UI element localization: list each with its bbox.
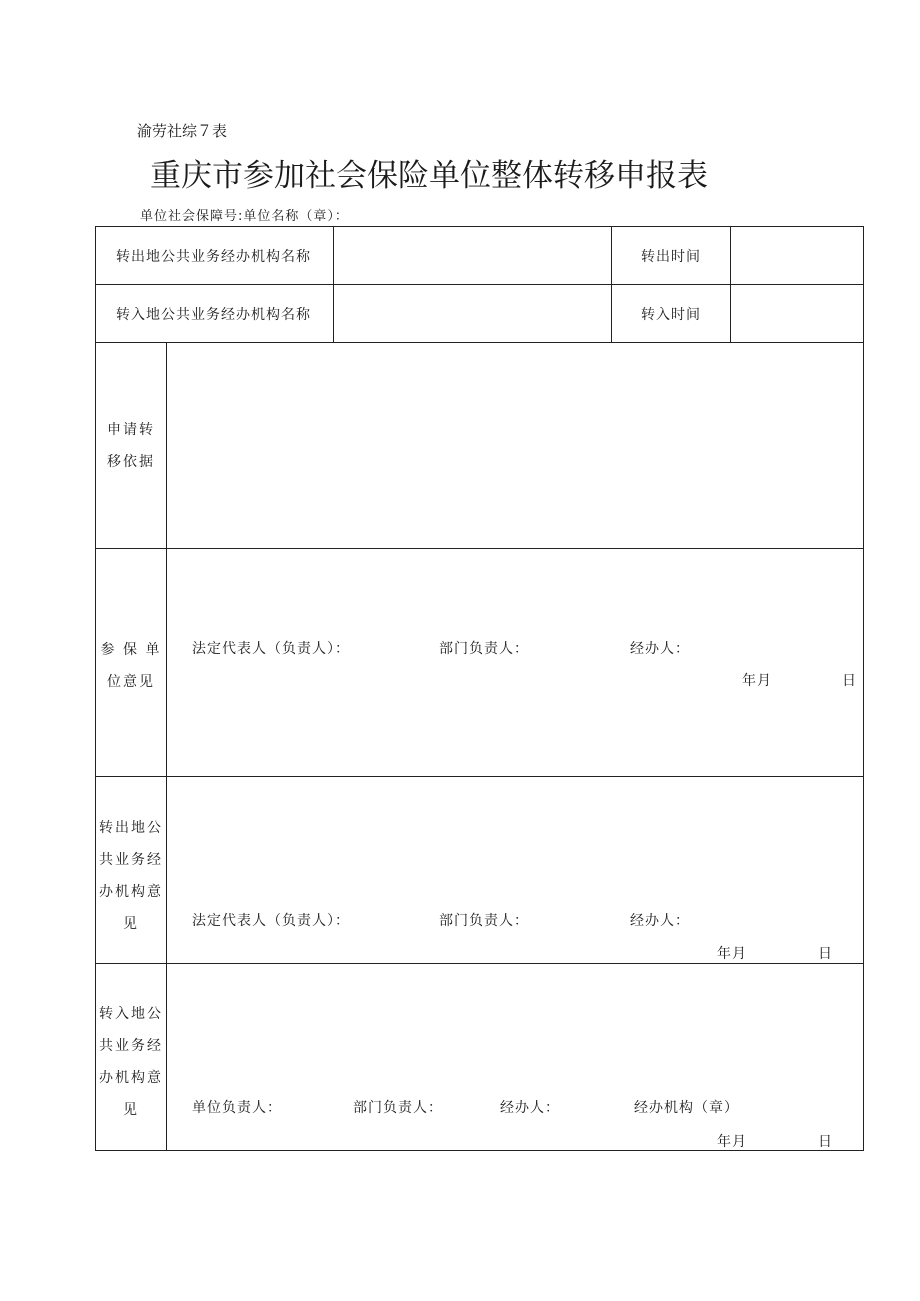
unit-head-label: 单位负责人：: [192, 1100, 282, 1116]
label-line: 申请转: [107, 422, 155, 438]
handler-label: 经办人：: [630, 641, 690, 657]
label-line: 共业务经: [99, 1038, 163, 1054]
transfer-basis-field[interactable]: [167, 343, 863, 548]
date-year-month: 年月: [717, 1134, 747, 1150]
transfer-out-time-field[interactable]: [731, 227, 863, 284]
label-line: 办机构意: [99, 1070, 163, 1086]
transfer-basis-label: [96, 414, 166, 478]
agency-seal-label: 经办机构（章）: [634, 1100, 739, 1116]
table-border-right: [863, 226, 864, 1151]
transfer-in-agency-label: 转入地公共业务经办机构名称: [116, 307, 311, 323]
handler-label: 经办人：: [630, 913, 690, 929]
date-year-month: 年月: [717, 946, 747, 962]
table-border-bottom: [95, 1150, 864, 1151]
label-line: 共业务经: [99, 852, 163, 868]
transfer-in-time-label: 转入时间: [641, 307, 701, 323]
out-agency-opinion-label: [96, 812, 166, 940]
transfer-out-agency-label: 转出地公共业务经办机构名称: [116, 249, 311, 265]
row-divider: [95, 963, 864, 964]
label-line: 见: [123, 1102, 139, 1118]
legal-rep-label: 法定代表人（负责人）：: [192, 913, 350, 929]
label-line: 见: [123, 916, 139, 932]
date-year-month: 年月: [742, 673, 772, 689]
dept-head-label: 部门负责人：: [439, 913, 529, 929]
transfer-out-agency-field[interactable]: [334, 227, 611, 284]
col-divider: [611, 226, 612, 342]
label-line: 位意见: [107, 674, 155, 690]
form-code: 渝劳社综７表: [137, 122, 228, 140]
in-agency-opinion-label: [96, 998, 166, 1126]
transfer-in-agency-field[interactable]: [334, 285, 611, 342]
date-day: 日: [842, 673, 857, 689]
dept-head-label: 部门负责人：: [439, 641, 529, 657]
label-line: 办机构意: [99, 884, 163, 900]
label-line: 参 保 单: [100, 642, 162, 658]
legal-rep-label: 法定代表人（负责人）：: [192, 641, 350, 657]
dept-head-label: 部门负责人：: [353, 1100, 443, 1116]
label-line: 转入地公: [99, 1006, 163, 1022]
row-divider: [95, 548, 864, 549]
unit-opinion-label: [96, 634, 166, 698]
label-line: 转出地公: [99, 820, 163, 836]
date-day: 日: [818, 1134, 833, 1150]
transfer-in-time-field[interactable]: [731, 285, 863, 342]
label-line: 移依据: [107, 454, 155, 470]
date-day: 日: [818, 946, 833, 962]
page-title: 重庆市参加社会保险单位整体转移申报表: [150, 158, 708, 194]
transfer-out-time-label: 转出时间: [641, 249, 701, 265]
row-divider: [95, 776, 864, 777]
handler-label: 经办人：: [500, 1100, 560, 1116]
unit-info-line: 单位社会保障号:单位名称（章）：: [140, 209, 349, 224]
